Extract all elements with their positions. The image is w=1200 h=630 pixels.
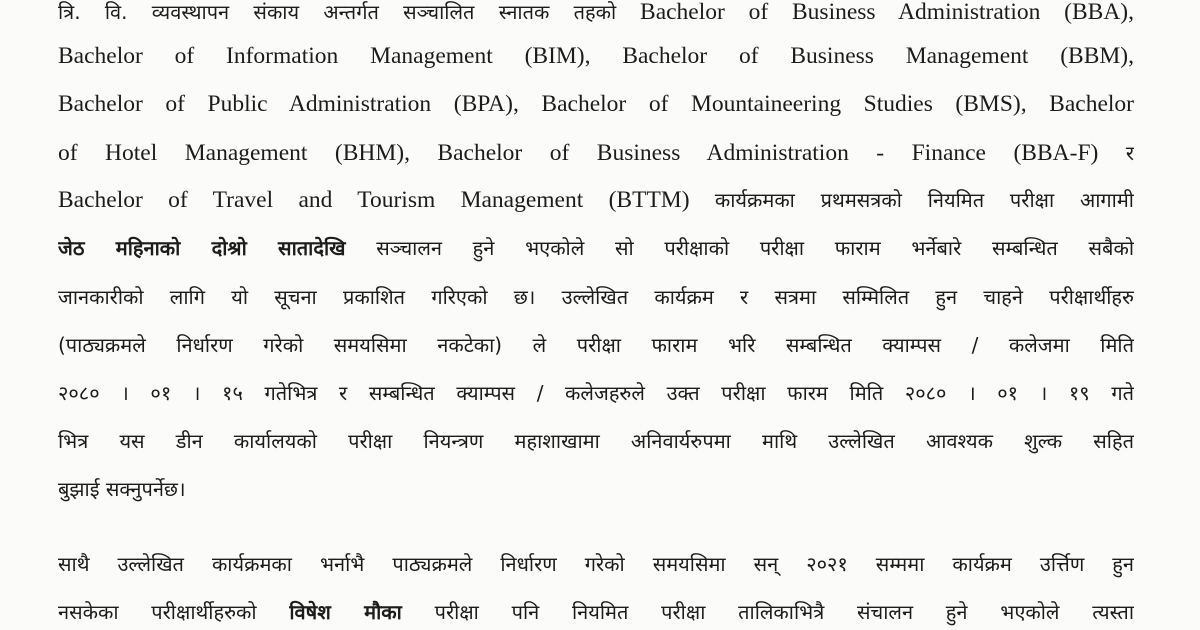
paragraph1-line [58,0,1134,32]
paragraph1-line: भित्र यस डीन कार्यालयको परीक्षा नियन्त्रण महाशाखामा अनिवार्यरुपमा माथि उल्लेखित आवश्यक शुल्क सहित [58,429,1134,453]
paragraph1-line: Bachelor of Public Administration (BPA), Bachelor of Mountaineering Studies (BMS), Bachelor [58,91,1134,117]
text-segment: र [1125,141,1134,165]
paragraph1-line: (पाठ्यक्रमले निर्धारण गरेको समयसिमा नकटेका) ले परीक्षा फाराम भरि सम्बन्धित क्याम्पस / कलेजमा मिति [58,333,1134,357]
text-segment: नसकेका परीक्षार्थीहरुको [58,600,257,624]
paragraph1-line [58,133,1134,173]
paragraph1-line [58,180,1134,220]
text-segment: Bachelor of Business Administration (BBA), [640,0,1134,25]
text-segment: परीक्षा पनि नियमित परीक्षा तालिकाभित्रै संचालन हुने भएकोले त्यस्ता [434,600,1134,624]
paragraph1-line [58,228,1134,268]
text-segment: त्रि. वि. व्यवस्थापन संकाय अन्तर्गत सञ्चालित स्नातक तहको [58,0,617,24]
paragraph1-line: जानकारीको लागि यो सूचना प्रकाशित गरिएको छ। उल्लेखित कार्यक्रम र सत्रमा सम्मिलित हुन चाहने परीक्षार्थीहरु [58,285,1134,309]
text-segment: of Hotel Management (BHM), Bachelor of Business Administration - Finance (BBA-F) [58,140,1099,166]
text-segment: सञ्चालन हुने भएकोले सो परीक्षाको परीक्षा फाराम भर्नेबारे सम्बन्धित सबैको [376,236,1134,260]
bold-text-segment: विषेश मौका [289,600,402,624]
paragraph2-line [58,592,1134,630]
text-segment: Bachelor of Travel and Tourism Management (BTTM) [58,187,690,213]
paragraph2-line: साथै उल्लेखित कार्यक्रमका भर्नाभै पाठ्यक्रमले निर्धारण गरेको समयसिमा सन् २०२१ सम्ममा कार्यक्रम उर्त्तिण हुन [58,552,1134,576]
paragraph1-line: Bachelor of Information Management (BIM), Bachelor of Business Management (BBM), [58,43,1134,69]
bold-text-segment: जेठ महिनाको दोश्रो सातादेखि [58,236,346,260]
paragraph1-line: बुझाई सक्नुपर्नेछ। [58,477,186,501]
text-segment: कार्यक्रमका प्रथमसत्रको नियमित परीक्षा आगामी [714,188,1134,212]
paragraph1-line: २०८० । ०१ । १५ गतेभित्र र सम्बन्धित क्याम्पस / कलेजहरुले उक्त परीक्षा फारम मिति २०८० । ०१ । १९ गते [58,381,1134,405]
